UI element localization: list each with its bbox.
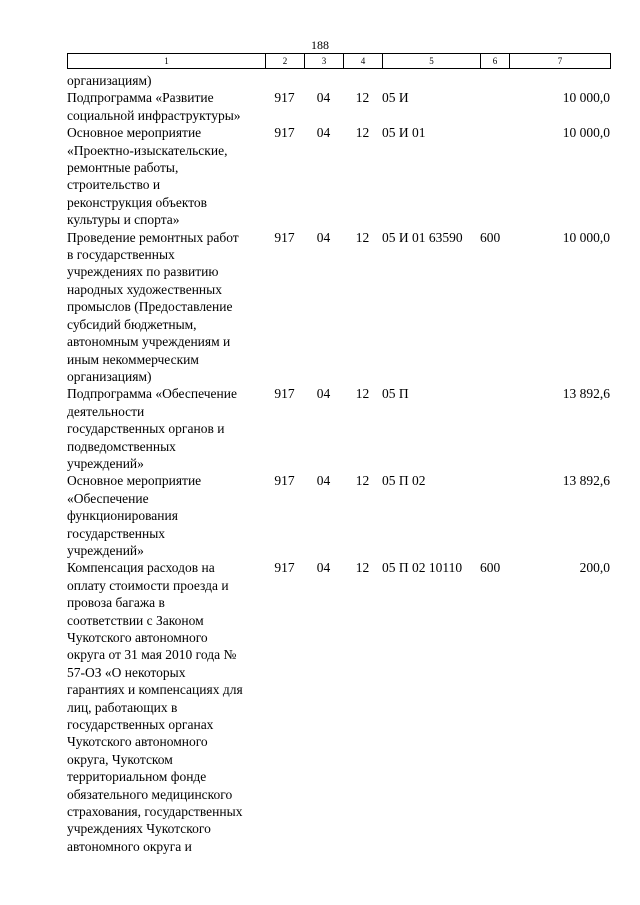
table-row	[67, 229, 610, 386]
column-header: 5	[383, 54, 481, 69]
table-row	[67, 385, 610, 472]
row-code-2	[265, 72, 304, 89]
row-code-5: 05 И 01 63590	[382, 229, 463, 245]
row-code-2: 917	[274, 560, 295, 576]
table-row	[67, 72, 610, 89]
row-code-5	[382, 72, 480, 89]
row-name: Компенсация расходов на оплату стоимости проезда и провоза багажа в соответствии с Законом Чукотского автономного округа от 31 мая 2010 года № 57-ОЗ «О некоторых гарантиях и компенсациях для лиц, работающих в государственных органах Чукотского автономного округа, Чукотском территориальном фонде обязательного медицинского страхования, государственных учреждениях Чукотского автономного округа и	[67, 560, 243, 854]
column-header: 1	[68, 54, 266, 69]
column-header: 4	[344, 54, 383, 69]
table-row	[67, 89, 610, 124]
table-row	[67, 472, 610, 559]
column-header-row	[68, 54, 611, 69]
row-code-3: 04	[316, 473, 331, 489]
table-body	[67, 72, 610, 855]
row-code-5: 05 П	[382, 386, 409, 402]
row-name: Подпрограмма «Развитие социальной инфраструктуры»	[67, 90, 241, 123]
row-code-2: 917	[274, 90, 295, 106]
row-code-6	[480, 124, 509, 228]
row-amount: 10 000,0	[562, 90, 610, 106]
column-header: 3	[305, 54, 344, 69]
row-name: Подпрограмма «Обеспечение деятельности государственных органов и подведомственных учреждений»	[67, 386, 237, 471]
table-row	[67, 559, 610, 855]
row-code-3: 04	[316, 386, 331, 402]
row-amount	[509, 72, 610, 89]
row-code-4: 12	[355, 560, 370, 576]
row-code-6: 600	[480, 560, 501, 576]
row-code-4	[343, 72, 382, 89]
row-code-6	[480, 89, 509, 124]
row-code-6: 600	[480, 229, 501, 245]
row-code-4: 12	[355, 229, 370, 245]
row-code-2: 917	[274, 125, 295, 141]
row-amount: 200,0	[579, 560, 610, 576]
column-header: 7	[510, 54, 611, 69]
row-code-2: 917	[274, 229, 295, 245]
column-header: 6	[481, 54, 510, 69]
row-code-6	[480, 472, 509, 559]
row-code-5: 05 И 01	[382, 125, 426, 141]
row-code-4: 12	[355, 125, 370, 141]
row-code-3: 04	[316, 560, 331, 576]
row-code-6	[480, 72, 509, 89]
column-header-table	[67, 53, 611, 69]
row-code-3	[304, 72, 343, 89]
row-name: Основное мероприятие «Обеспечение функционирования государственных учреждений»	[67, 473, 202, 558]
row-code-6	[480, 385, 509, 472]
row-code-4: 12	[355, 90, 370, 106]
page-number: 188	[311, 38, 329, 52]
row-amount: 13 892,6	[562, 386, 610, 402]
row-name: Проведение ремонтных работ в государственных учреждениях по развитию народных художественных промыслов (Предоставление субсидий бюджетным, автономным учреждениям и иным некоммерческим организациям)	[67, 229, 239, 384]
row-code-2: 917	[274, 386, 295, 402]
row-code-3: 04	[316, 125, 331, 141]
row-amount: 10 000,0	[562, 229, 610, 245]
row-code-5: 05 П 02	[382, 473, 426, 489]
table-row	[67, 124, 610, 228]
row-code-2: 917	[274, 473, 295, 489]
row-name: организациям)	[67, 73, 152, 88]
row-code-3: 04	[316, 90, 331, 106]
row-amount: 10 000,0	[562, 125, 610, 141]
row-name: Основное мероприятие «Проектно-изыскательские, ремонтные работы, строительство и реконструкция объектов культуры и спорта»	[67, 125, 228, 228]
row-code-4: 12	[355, 386, 370, 402]
row-code-4: 12	[355, 473, 370, 489]
row-code-5: 05 И	[382, 90, 409, 106]
row-amount: 13 892,6	[562, 473, 610, 489]
column-header: 2	[266, 54, 305, 69]
row-code-5: 05 П 02 10110	[382, 560, 463, 576]
row-code-3: 04	[316, 229, 331, 245]
